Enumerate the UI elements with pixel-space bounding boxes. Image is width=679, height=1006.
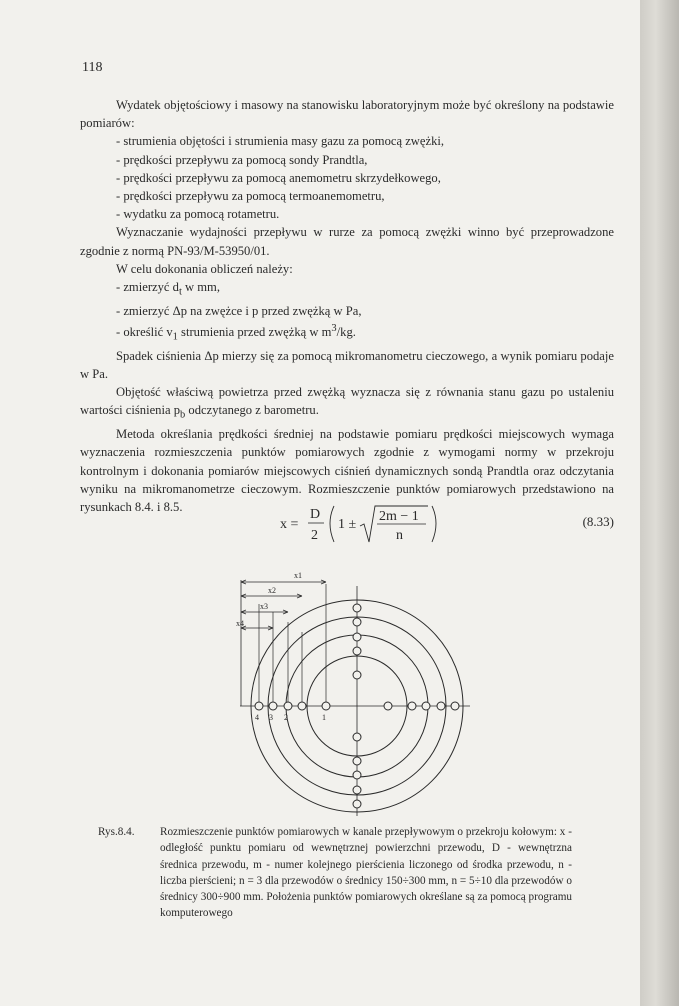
list-item: - strumienia objętości i strumienia masy gazu za pomocą zwężki, — [116, 134, 445, 149]
measurement-point — [353, 800, 361, 808]
point-label-3: 3 — [269, 713, 273, 722]
dimension-label-x4: x4 — [236, 619, 244, 628]
dimension-label-x1: x1 — [294, 571, 302, 580]
measurement-point — [353, 771, 361, 779]
measurement-point — [284, 702, 292, 710]
dimension-x4 — [241, 626, 273, 630]
paragraph-norm: Wyznaczanie wydajności przepływu w rurze za pomocą zwężki winno być przeprowadzone zgodnie z normą PN-93/M-53950/01. — [80, 225, 614, 258]
measurement-point — [353, 647, 361, 655]
list-item: - prędkości przepływu za pomocą anemometru skrzydełkowego, — [116, 170, 441, 185]
paragraph-calculation: W celu dokonania obliczeń należy: — [116, 261, 293, 276]
book-binding-edge — [640, 0, 679, 1006]
measurement-point — [353, 633, 361, 641]
root-denominator: n — [396, 528, 403, 543]
measurement-point — [422, 702, 430, 710]
root-numerator: 2m − 1 — [379, 509, 419, 524]
measurement-point — [353, 671, 361, 679]
measurement-point — [384, 702, 392, 710]
measurement-point — [269, 702, 277, 710]
measurement-point — [451, 702, 459, 710]
body-text — [80, 96, 614, 516]
left-paren — [330, 506, 334, 542]
measurement-point — [353, 733, 361, 741]
point-label-2: 2 — [284, 713, 288, 722]
measurement-point — [353, 604, 361, 612]
measurement-point — [353, 786, 361, 794]
list-item: - prędkości przepływu za pomocą sondy Prandtla, — [116, 152, 368, 167]
list-item: - zmierzyć Δp na zwężce i p przed zwężką w Pa, — [116, 303, 362, 318]
measurement-point — [255, 702, 263, 710]
dimension-x1 — [241, 580, 326, 584]
point-label-4: 4 — [255, 713, 259, 722]
point-label-1: 1 — [322, 713, 326, 722]
measurement-point — [353, 618, 361, 626]
measurement-point — [298, 702, 306, 710]
right-paren — [432, 506, 436, 542]
measurement-points-figure — [222, 566, 472, 821]
list-item: - prędkości przepływu za pomocą termoanemometru, — [116, 189, 385, 204]
list-item: - określić $v_1$ strumienia przed zwężką w $m^3/kg$. — [116, 322, 356, 343]
list-item: - wydatku za pomocą rotametru. — [116, 207, 280, 222]
equation-numerator: D — [310, 507, 321, 522]
measurement-point — [353, 757, 361, 765]
dimension-label-x2: x2 — [268, 586, 276, 595]
measurement-point — [408, 702, 416, 710]
equation-number: (8.33) — [582, 514, 614, 529]
measurement-point — [437, 702, 445, 710]
equation-one-plus-minus: 1 ± — [338, 517, 357, 532]
list-item: - zmierzyć $d_t$ w mm, — [116, 280, 220, 298]
page-number: 118 — [82, 60, 103, 75]
paragraph-pressure-drop: Spadek ciśnienia Δp mierzy się za pomocą mikromanometru cieczowego, a wynik pomiaru podaje w Pa. — [80, 348, 614, 382]
measurement-point — [322, 702, 330, 710]
equation-8-33 — [80, 500, 614, 550]
dimension-label-x3: x3 — [260, 602, 268, 611]
paragraph-specific-volume: Objętość właściwą powietrza przed zwężką wyznacza się z równania stanu gazu po ustaleniu wartości ciśnienia $p_b$ odczytanego z barometru. — [80, 385, 614, 421]
paragraph-flow-measurement: Wydatek objętościowy i masowy na stanowisku laboratoryjnym może być określony na podstawie pomiarów: — [80, 98, 614, 131]
equation-denominator: 2 — [311, 528, 318, 543]
equation-lhs: x = — [280, 517, 299, 532]
paragraph-velocity-method: Metoda określania prędkości średniej na podstawie pomiaru prędkości miejscowych wymaga wyznaczenia rozmieszczenia punktów pomiarowych zgodnie z wymogami normy w przekroju kontrolnym i dokonania pomiarów miejscowych ciśnień dynamicznych sondą Prandtla oraz odczytania wyniku na mikromanometrze cieczowym. Rozmieszczenie punktów pomiarowych przedstawiono na rysunkach 8.4. i 8.5. — [80, 427, 614, 514]
caption-label: Rys.8.4. — [98, 826, 135, 838]
caption-text: Rozmieszczenie punktów pomiarowych w kanale przepływowym o przekroju kołowym: x - odległość punktu pomiaru od wewnętrznej powierzchni przewodu, D - wewnętrzna średnica przewodu, m - numer kolejnego pierścienia liczonego od środka przewodu, n - liczba pierścieni; n = 3 dla przewodów o średnicy 150÷300 mm, n = 5÷10 dla przewodów o średnicy 300÷900 mm. Położenia punktów pomiarowych określane są za pomocą programu komputerowego — [160, 826, 572, 920]
